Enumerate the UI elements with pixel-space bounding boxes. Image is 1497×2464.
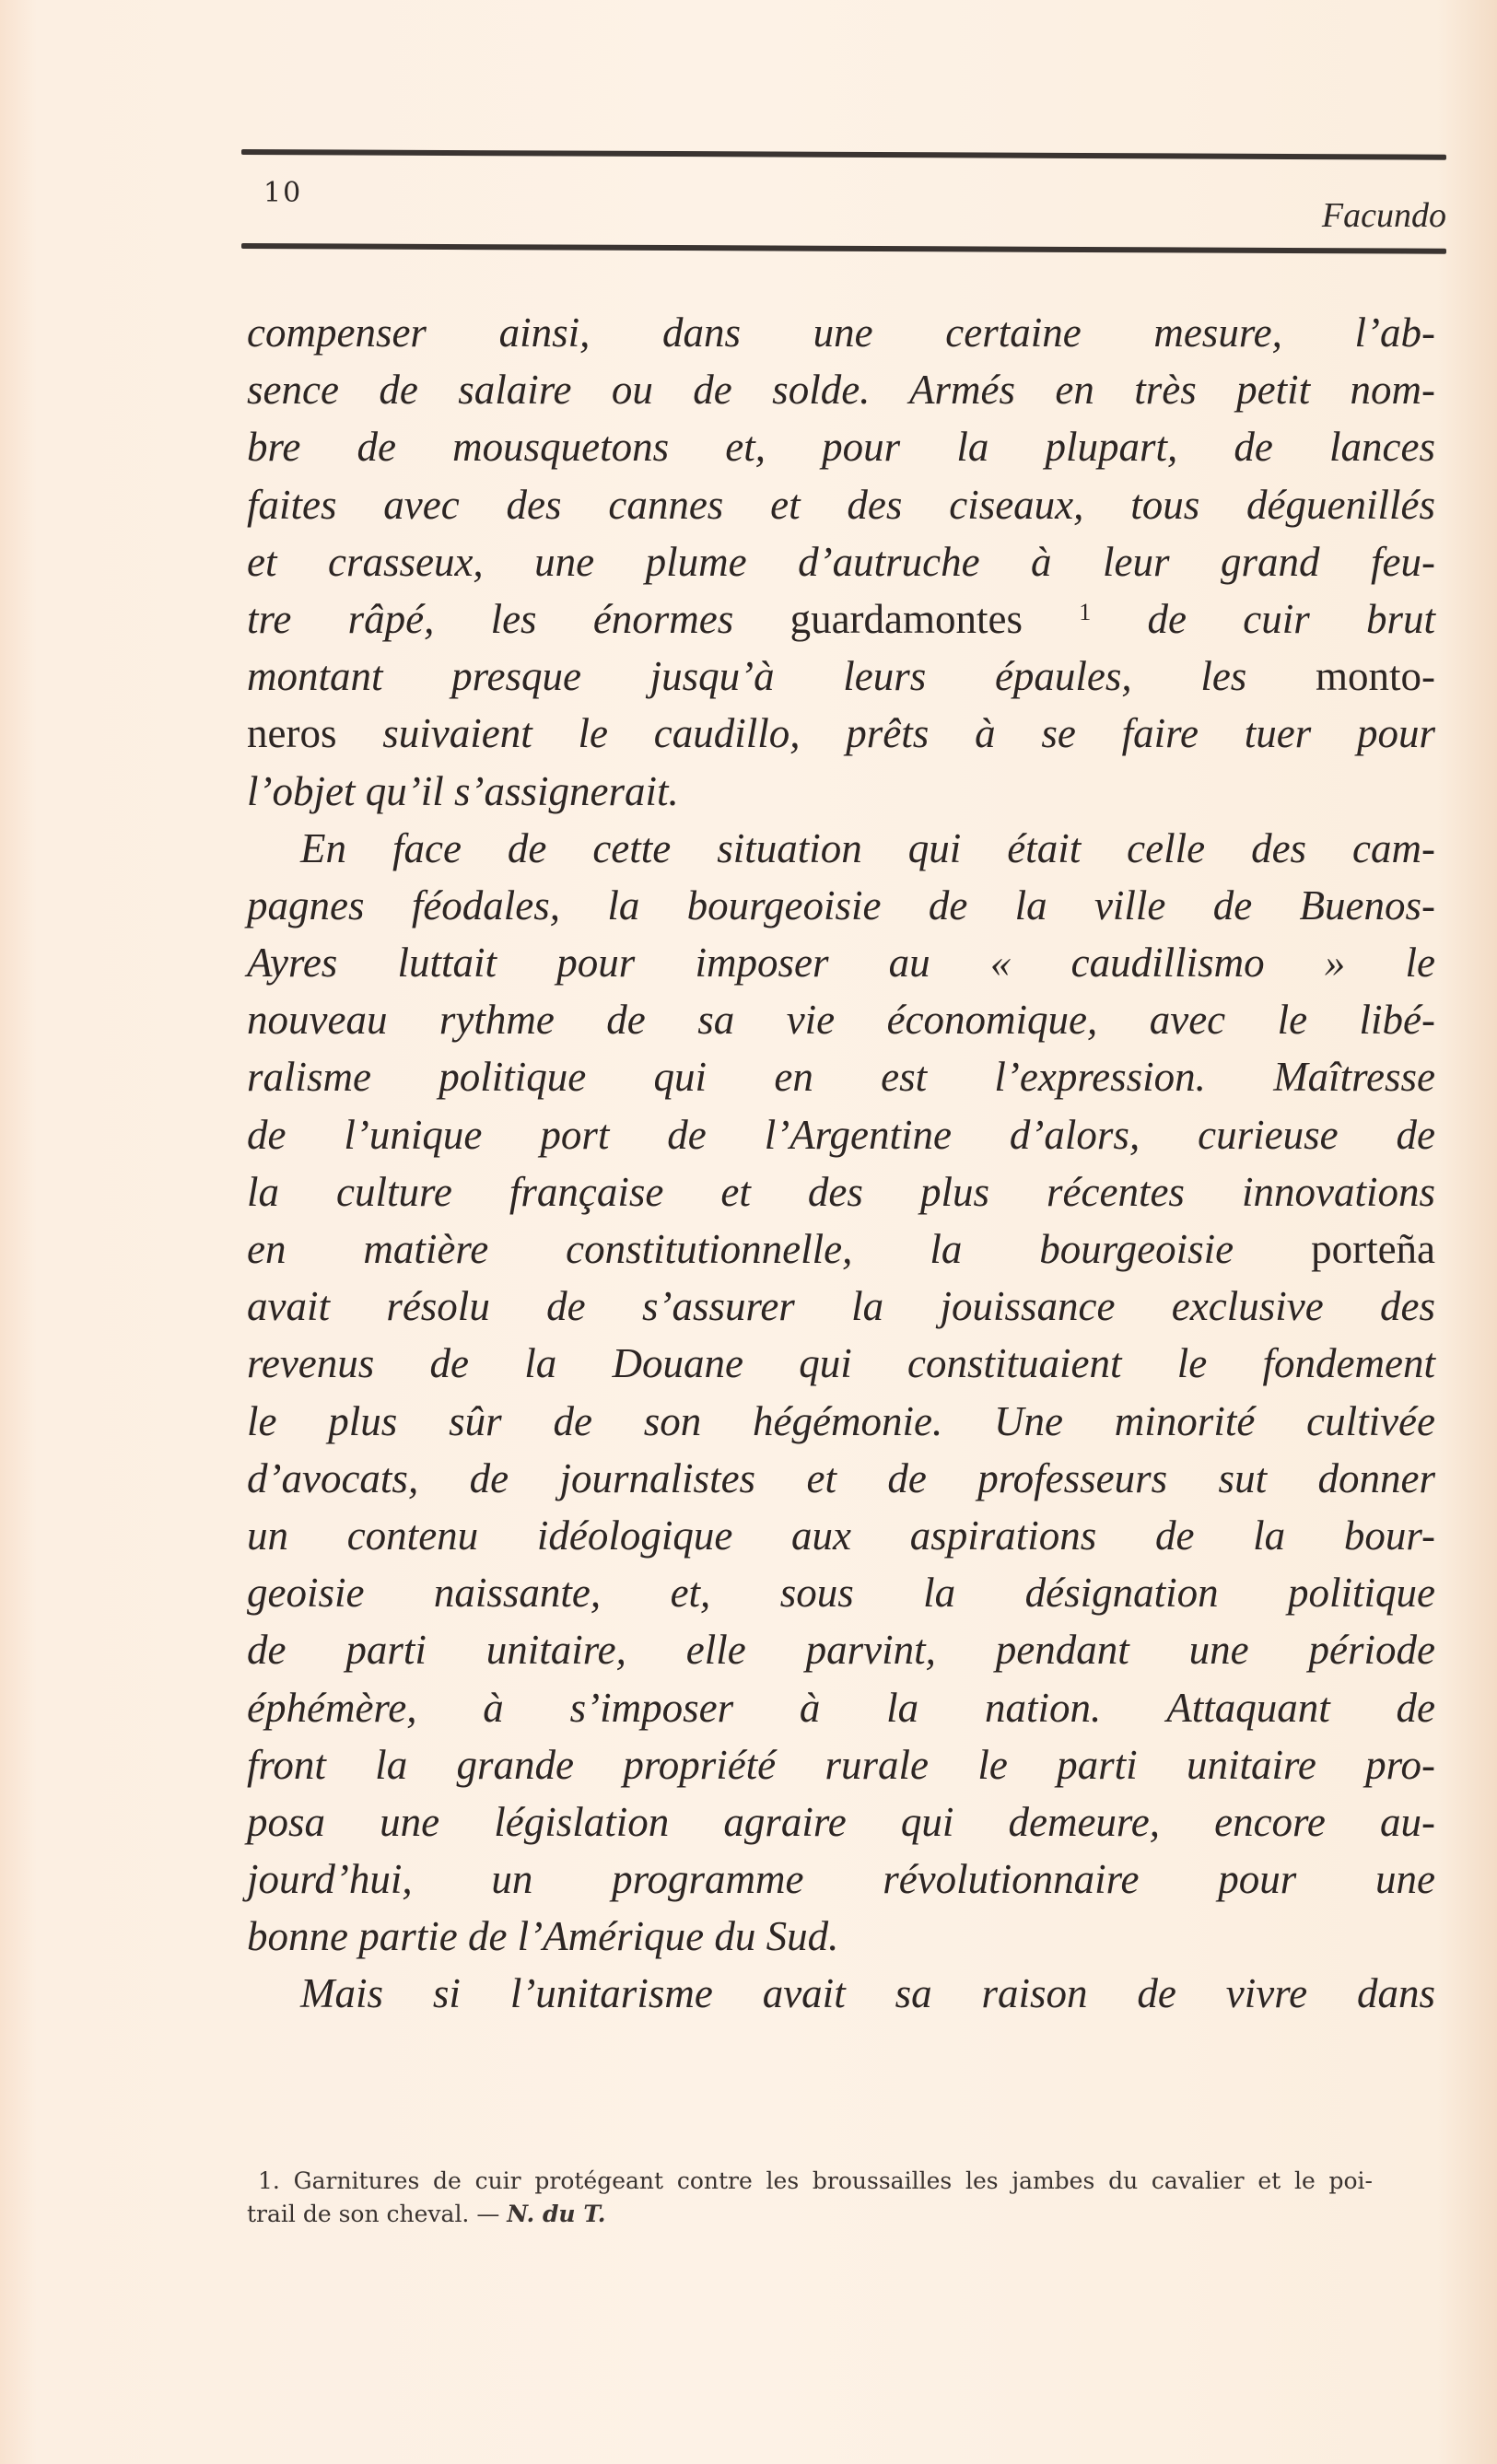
text-line: pagnes féodales, la bourgeoisie de la ville de Buenos- [247, 882, 1435, 928]
text-line: revenus de la Douane qui constituaient le fondement [247, 1340, 1435, 1387]
footnote-text: Garnitures de cuir protégeant contre les broussailles les jambes du cavalier et le poi- [293, 2167, 1373, 2194]
footnote-line [247, 2165, 1373, 2198]
text-line: de l’unique port de l’Argentine d’alors, curieuse de [247, 1111, 1435, 1158]
paragraph [247, 1965, 1435, 2022]
running-title: Facundo [1321, 196, 1446, 235]
text-line: de parti unitaire, elle parvint, pendant une période [247, 1627, 1435, 1674]
text-segment: de cuir brut [1147, 595, 1436, 642]
text-line: la culture française et des plus récentes innovations [247, 1168, 1435, 1215]
text-line: avait résolu de s’assurer la jouissance exclusive des [247, 1283, 1435, 1330]
text-line [247, 705, 1435, 762]
text-segment: tre râpé, les énormes [247, 595, 734, 642]
text-line: ralisme politique qui en est l’expression. Maîtresse [247, 1054, 1435, 1101]
text-line: front la grande propriété rurale le parti unitaire pro- [247, 1741, 1435, 1788]
body-text [247, 304, 1435, 2023]
text-line: nouveau rythme de sa vie économique, avec le libé- [247, 997, 1435, 1044]
text-line [247, 1220, 1435, 1278]
roman-term: guardamontes [789, 595, 1023, 642]
paragraph [247, 304, 1435, 820]
roman-term: porteña [1311, 1226, 1436, 1272]
header-rule-bottom [241, 243, 1446, 254]
text-line [247, 590, 1435, 648]
text-line [247, 648, 1435, 705]
footnote-reference[interactable]: 1 [1079, 598, 1092, 625]
footnote-marker: 1. [258, 2167, 280, 2194]
translator-note-mark: N. du T. [507, 2201, 606, 2227]
text-line: Ayres luttait pour imposer au « caudillismo » le [247, 940, 1435, 987]
text-line: En face de cette situation qui était celle des cam- [300, 824, 1435, 871]
text-line: bonne partie de l’Amérique du Sud. [247, 1913, 839, 1960]
text-segment: montant presque jusqu’à leurs épaules, les [247, 653, 1247, 700]
text-line: compenser ainsi, dans une certaine mesure, l’ab- [247, 309, 1435, 356]
footnote [247, 2165, 1373, 2231]
text-line: jourd’hui, un programme révolutionnaire pour une [247, 1856, 1435, 1903]
text-line: le plus sûr de son hégémonie. Une minorité cultivée [247, 1397, 1435, 1444]
roman-term: neros [247, 710, 337, 757]
text-line: geoisie naissante, et, sous la désignation politique [247, 1570, 1435, 1617]
text-line: bre de mousquetons et, pour la plupart, de lances [247, 424, 1435, 471]
running-head [241, 175, 1446, 239]
text-line: éphémère, à s’imposer à la nation. Attaquant de [247, 1684, 1435, 1731]
text-line: d’avocats, de journalistes et de professeurs sut donner [247, 1454, 1435, 1501]
footnote-line [247, 2198, 1373, 2231]
text-line: et crasseux, une plume d’autruche à leur grand feu- [247, 538, 1435, 585]
text-line: faites avec des cannes et des ciseaux, tous déguenillés [247, 481, 1435, 528]
text-segment: en matière constitutionnelle, la bourgeoisie [247, 1226, 1234, 1272]
text-line: Mais si l’unitarisme avait sa raison de vivre dans [300, 1970, 1435, 2017]
header-rule-top [241, 149, 1446, 160]
text-line: l’objet qu’il s’assignerait. [247, 767, 679, 814]
text-segment: suivaient le caudillo, prêts à se faire tuer pour [382, 710, 1435, 757]
page-number: 10 [263, 177, 303, 209]
roman-term: monto- [1316, 653, 1435, 700]
footnote-text: trail de son cheval. — [247, 2201, 500, 2227]
text-line: posa une législation agraire qui demeure, encore au- [247, 1798, 1435, 1845]
text-line: un contenu idéologique aux aspirations de la bour- [247, 1512, 1435, 1559]
paragraph [247, 820, 1435, 1966]
text-line: sence de salaire ou de solde. Armés en très petit nom- [247, 367, 1435, 414]
